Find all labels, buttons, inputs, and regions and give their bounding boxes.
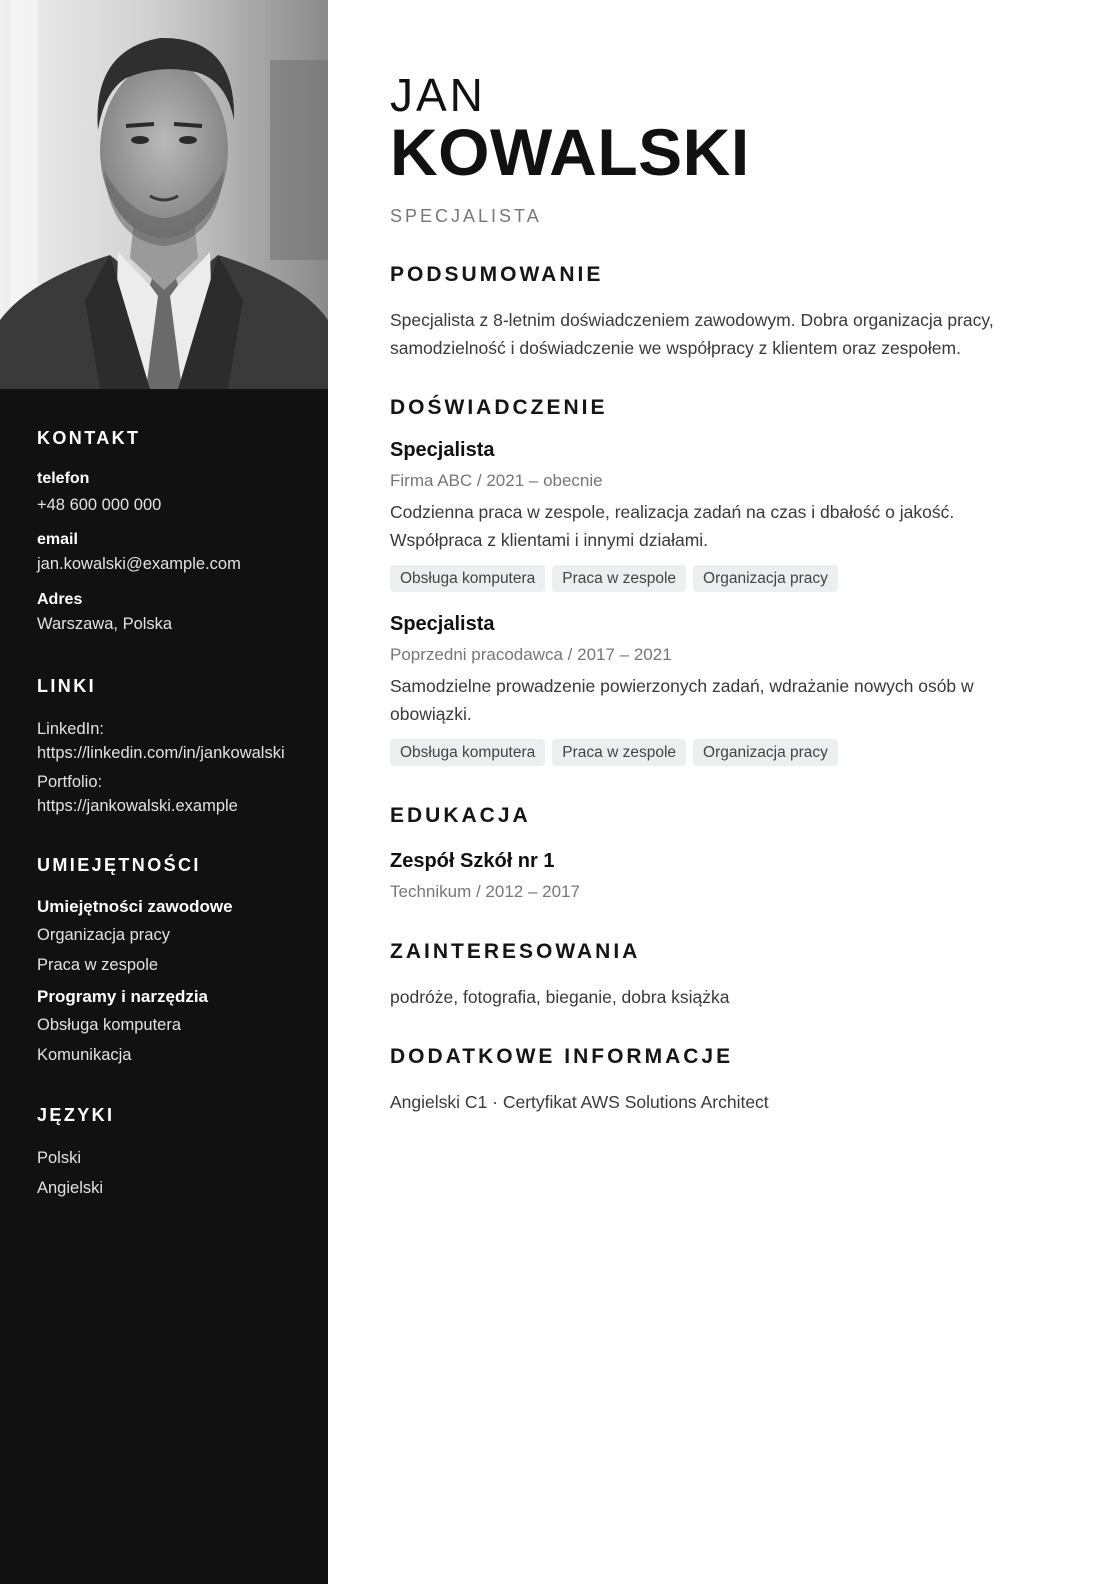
portfolio-link[interactable]: https://jankowalski.example <box>37 797 238 815</box>
contact-heading: KONTAKT <box>37 428 141 448</box>
job-entry <box>390 613 1070 766</box>
job-meta: Firma ABC / 2021 – obecnie <box>390 471 603 490</box>
job-tags <box>390 739 1070 766</box>
links-section <box>37 676 307 818</box>
contact-section <box>37 428 307 636</box>
sidebar <box>0 0 328 1584</box>
name-block <box>390 70 1070 227</box>
experience-heading: DOŚWIADCZENIE <box>390 396 608 419</box>
email-value[interactable]: jan.kowalski@example.com <box>37 555 241 573</box>
education-section <box>390 804 1070 902</box>
address-value: Warszawa, Polska <box>37 615 173 633</box>
language-item: Angielski <box>37 1179 104 1197</box>
additional-text: Angielski C1 · Certyfikat AWS Solutions Architect <box>390 1092 769 1112</box>
additional-heading: DODATKOWE INFORMACJE <box>390 1045 734 1068</box>
contact-item-email <box>37 531 307 576</box>
link-item-linkedin <box>37 717 307 765</box>
education-heading: EDUKACJA <box>390 804 531 827</box>
education-meta: Technikum / 2012 – 2017 <box>390 882 580 901</box>
skill-item: Praca w zespole <box>37 956 159 974</box>
experience-section <box>390 396 1070 766</box>
languages-section <box>37 1105 307 1200</box>
phone-value[interactable]: +48 600 000 000 <box>37 496 162 514</box>
job-role: SPECJALISTA <box>390 206 542 226</box>
first-name: JAN <box>390 69 486 121</box>
main-content <box>390 70 1070 1116</box>
email-label: email <box>37 531 78 548</box>
job-tags <box>390 565 1070 592</box>
skill-item: Komunikacja <box>37 1046 132 1064</box>
skills-group-title: Umiejętności zawodowe <box>37 897 233 916</box>
language-item: Polski <box>37 1149 82 1167</box>
linkedin-link[interactable]: https://linkedin.com/in/jankowalski <box>37 744 285 762</box>
contact-item-phone <box>37 470 307 517</box>
link-item-portfolio <box>37 770 307 818</box>
interests-heading: ZAINTERESOWANIA <box>390 940 641 963</box>
summary-heading: PODSUMOWANIE <box>390 263 604 286</box>
skill-tag: Obsługa komputera <box>390 739 545 766</box>
languages-heading: JĘZYKI <box>37 1105 115 1125</box>
phone-label: telefon <box>37 470 90 487</box>
skills-section <box>37 855 307 1067</box>
portfolio-label: Portfolio: <box>37 773 103 791</box>
job-description: Codzienna praca w zespole, realizacja zadań na czas i dbałość o jakość. Współpraca z klientami i innymi działami. <box>390 502 955 550</box>
interests-text: podróże, fotografia, bieganie, dobra książka <box>390 987 730 1007</box>
profile-photo <box>0 0 328 389</box>
summary-section <box>390 263 1070 362</box>
last-name: KOWALSKI <box>390 115 750 189</box>
skills-group-title: Programy i narzędzia <box>37 987 209 1006</box>
additional-section <box>390 1045 1070 1116</box>
job-title: Specjalista <box>390 613 495 635</box>
skill-tag: Organizacja pracy <box>693 565 838 592</box>
linkedin-label: LinkedIn: <box>37 720 104 738</box>
skill-tag: Praca w zespole <box>552 565 686 592</box>
job-meta: Poprzedni pracodawca / 2017 – 2021 <box>390 645 672 664</box>
interests-section <box>390 940 1070 1011</box>
skill-tag: Organizacja pracy <box>693 739 838 766</box>
job-title: Specjalista <box>390 439 495 461</box>
skill-tag: Praca w zespole <box>552 739 686 766</box>
address-label: Adres <box>37 591 83 608</box>
sidebar-content <box>37 428 307 1200</box>
contact-item-address <box>37 591 307 636</box>
links-heading: LINKI <box>37 676 96 696</box>
skills-group <box>37 897 307 977</box>
skill-item: Organizacja pracy <box>37 926 170 944</box>
skill-tag: Obsługa komputera <box>390 565 545 592</box>
portrait-illustration <box>0 0 328 389</box>
job-entry <box>390 439 1070 592</box>
job-description: Samodzielne prowadzenie powierzonych zadań, wdrażanie nowych osób w obowiązki. <box>390 676 974 724</box>
school-name: Zespół Szkół nr 1 <box>390 850 555 872</box>
skills-heading: UMIEJĘTNOŚCI <box>37 855 201 875</box>
skill-item: Obsługa komputera <box>37 1016 181 1034</box>
skills-group <box>37 987 307 1067</box>
summary-text: Specjalista z 8-letnim doświadczeniem zawodowym. Dobra organizacja pracy, samodzielność i doświadczenie we współpracy z klientem oraz zespołem. <box>390 310 994 358</box>
